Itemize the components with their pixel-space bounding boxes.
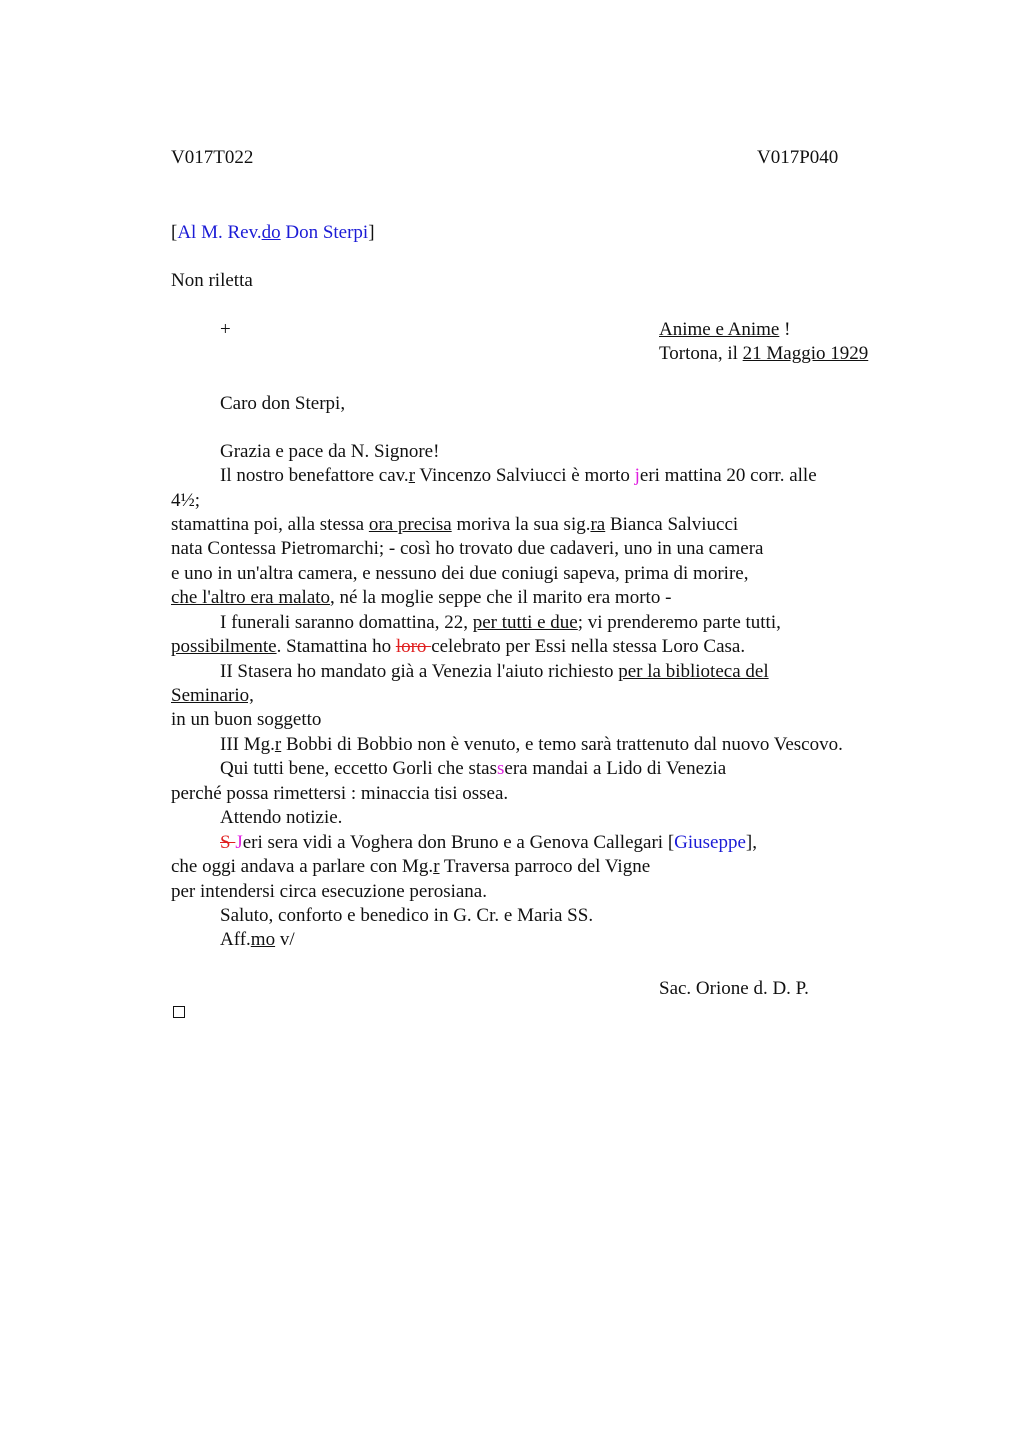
body-line <box>171 513 738 537</box>
edit-note: Non riletta <box>171 270 253 291</box>
motto-text: Anime e Anime <box>659 319 780 340</box>
text-run: celebrato per Essi nella stessa Loro Casa. <box>431 636 746 657</box>
dateline-place: Tortona, il <box>659 343 743 364</box>
body-line: perché possa rimettersi : minaccia tisi ossea. <box>171 783 509 804</box>
body-line: 4½; <box>171 490 201 511</box>
addressee-title-superscript: do <box>261 222 281 243</box>
text-run: mo <box>250 929 276 950</box>
body-line <box>171 855 650 879</box>
addressee <box>171 221 375 245</box>
body-line: e uno in un'altra camera, e nessuno dei due coniugi sapeva, prima di morire, <box>171 563 749 584</box>
text-run: s <box>497 758 505 779</box>
motto <box>659 318 790 342</box>
body-line <box>220 928 295 952</box>
body-line <box>220 733 843 757</box>
text-run: III Mg. <box>220 734 275 755</box>
text-run: Giuseppe <box>674 832 746 853</box>
text-run: che l'altro era malato <box>171 587 331 608</box>
text-run: per la biblioteca del <box>618 661 769 682</box>
body-line <box>220 660 769 684</box>
text-run: moriva la sua sig. <box>451 514 591 535</box>
text-run: eri mattina 20 corr. alle <box>639 465 817 486</box>
text-run: I funerali saranno domattina, 22, <box>220 612 473 633</box>
text-run: r <box>408 465 416 486</box>
signature: Sac. Orione d. D. P. <box>659 978 809 999</box>
body-line <box>220 831 757 855</box>
body-line <box>171 635 745 659</box>
text-run: era mandai a Lido di Venezia <box>504 758 727 779</box>
addressee-title: Al M. Rev. <box>177 222 262 243</box>
cross-symbol: + <box>220 319 231 340</box>
text-run: che oggi andava a parlare con Mg. <box>171 856 434 877</box>
text-run: j <box>634 465 640 486</box>
text-run: ra <box>590 514 606 535</box>
salutation: Caro don Sterpi, <box>220 393 346 414</box>
text-run: r <box>274 734 282 755</box>
text-run: stamattina poi, alla stessa <box>171 514 369 535</box>
text-run: r <box>433 856 440 877</box>
body-line: Grazia e pace da N. Signore! <box>220 441 440 462</box>
document-code-left: V017T022 <box>171 147 254 168</box>
text-run: ora precisa <box>368 514 452 535</box>
text-run: Vincenzo Salviucci è morto <box>415 465 635 486</box>
body-line <box>171 684 254 708</box>
deleted-text: S <box>220 832 236 853</box>
body-line <box>171 586 671 610</box>
text-run: II Stasera ho mandato già a Venezia l'aiuto richiesto <box>220 661 619 682</box>
document-code-right: V017P040 <box>757 147 839 168</box>
text-run: Seminario, <box>171 685 254 706</box>
text-run: . Stamattina ho <box>276 636 396 657</box>
text-run: , né la moglie seppe che il marito era morto - <box>330 587 672 608</box>
dateline <box>659 342 868 366</box>
text-run: Qui tutti bene, eccetto Gorli che stas <box>220 758 497 779</box>
deleted-text: loro <box>395 636 432 657</box>
text-run: J <box>235 832 243 853</box>
body-line: Attendo notizie. <box>220 807 343 828</box>
body-line <box>220 611 781 635</box>
checkbox-square-icon <box>173 1006 185 1018</box>
body-line <box>220 757 726 781</box>
addressee-open-bracket: [ <box>171 222 178 243</box>
body-line <box>220 464 817 488</box>
body-line: Saluto, conforto e benedico in G. Cr. e Maria SS. <box>220 905 594 926</box>
body-line: per intendersi circa esecuzione perosiana. <box>171 881 487 902</box>
text-run: per tutti e due <box>472 612 578 633</box>
motto-exclamation: ! <box>779 319 791 340</box>
text-run: Traversa parroco del Vigne <box>439 856 651 877</box>
dateline-date: 21 Maggio 1929 <box>742 343 869 364</box>
text-run: eri sera vidi a Voghera don Bruno e a Genova Callegari [ <box>242 832 675 853</box>
text-run: Bianca Salviucci <box>605 514 739 535</box>
body-line: nata Contessa Pietromarchi; - così ho trovato due cadaveri, uno in una camera <box>171 538 764 559</box>
text-run: ], <box>745 832 757 853</box>
addressee-close-bracket: ] <box>368 222 375 243</box>
text-run: Bobbi di Bobbio non è venuto, e temo sarà trattenuto dal nuovo Vescovo. <box>281 734 843 755</box>
text-run: v/ <box>275 929 295 950</box>
text-run: ; vi prenderemo parte tutti, <box>577 612 781 633</box>
addressee-name: Don Sterpi <box>280 222 369 243</box>
body-line: in un buon soggetto <box>171 709 322 730</box>
text-run: Il nostro benefattore cav. <box>220 465 409 486</box>
text-run: Aff. <box>220 929 251 950</box>
text-run: possibilmente <box>171 636 277 657</box>
